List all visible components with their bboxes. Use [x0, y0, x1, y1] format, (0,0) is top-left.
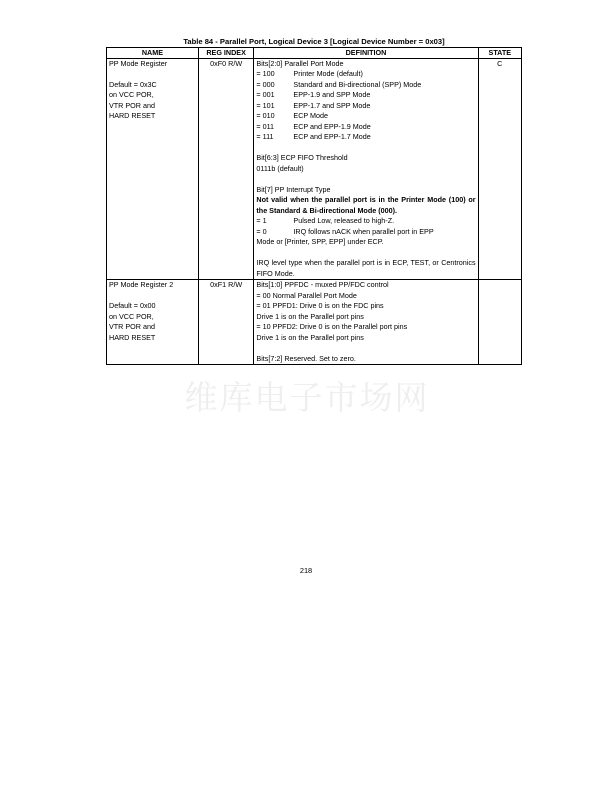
default-condition: VTR POR and: [109, 322, 155, 331]
register-name: PP Mode Register: [109, 58, 168, 68]
register-table: [106, 47, 522, 365]
mode-option: = 000 Standard and Bi-directional (SPP) Mode: [256, 79, 422, 89]
header-reg-index: REG INDEX: [198, 48, 254, 59]
default-condition: VTR POR and: [109, 100, 155, 110]
table-row: [107, 280, 522, 365]
definition-line: Bits[1:0] PPFDC - muxed PP/FDC control: [256, 280, 389, 289]
mode-option: = 111 ECP and EPP-1.7 Mode: [256, 132, 371, 141]
reg-index-cell: 0xF1 R/W: [198, 280, 254, 365]
interrupt-note: Not valid when the parallel port is in the Printer Mode (100) or the Standard & Bi-directional Mode (000).: [256, 195, 476, 215]
page-number: 218: [299, 566, 313, 575]
interrupt-option: = 1 Pulsed Low, released to high-Z.: [256, 216, 395, 225]
state-cell: C: [478, 58, 521, 280]
default-value: Default = 0x3C: [109, 79, 157, 89]
reserved-bits: Bits[7:2] Reserved. Set to zero.: [256, 353, 356, 363]
table-header-row: [107, 48, 522, 59]
mode-title: Bits[2:0] Parallel Port Mode: [256, 58, 344, 68]
default-condition: HARD RESET: [109, 111, 156, 120]
definition-line: Drive 1 is on the Parallel port pins: [256, 332, 364, 342]
definition-line: Drive 1 is on the Parallel port pins: [256, 311, 364, 321]
default-value: Default = 0x00: [109, 301, 156, 310]
default-condition: on VCC POR,: [109, 90, 154, 99]
irq-note: IRQ level type when the parallel port is in ECP, TEST, or Centronics FIFO Mode.: [256, 258, 476, 278]
definition-line: = 01 PPFD1: Drive 0 is on the FDC pins: [256, 301, 384, 310]
register-name-cell: [107, 58, 199, 280]
header-definition: DEFINITION: [254, 48, 478, 59]
definition-line: = 00 Normal Parallel Port Mode: [256, 290, 357, 300]
table-row: [107, 58, 522, 280]
register-name-cell: [107, 280, 199, 365]
default-condition: HARD RESET: [109, 332, 156, 342]
mode-option: = 010 ECP Mode: [256, 111, 329, 120]
reg-index-cell: 0xF0 R/W: [198, 58, 254, 280]
mode-option: = 011 ECP and EPP-1.9 Mode: [256, 121, 371, 131]
default-condition: on VCC POR,: [109, 311, 154, 321]
mode-option: = 100 Printer Mode (default): [256, 69, 363, 78]
definition-cell: [254, 58, 478, 280]
header-name: NAME: [107, 48, 199, 59]
interrupt-option: = 0 IRQ follows nACK when parallel port in EPP: [256, 226, 434, 236]
definition-line: = 10 PPFD2: Drive 0 is on the Parallel port pins: [256, 322, 408, 331]
watermark: 维库电子市场网: [184, 378, 430, 417]
state-cell: [478, 280, 521, 365]
interrupt-continuation: Mode or [Printer, SPP, EPP] under ECP.: [256, 237, 384, 246]
table-caption: Table 84 - Parallel Port, Logical Device 3 [Logical Device Number = 0x03]: [183, 37, 445, 46]
register-name: PP Mode Register 2: [109, 280, 174, 289]
header-state: STATE: [478, 48, 521, 59]
definition-cell: [254, 280, 478, 365]
mode-option: = 101 EPP-1.7 and SPP Mode: [256, 100, 371, 110]
interrupt-title: Bit[7] PP Interrupt Type: [256, 184, 331, 194]
mode-option: = 001 EPP-1.9 and SPP Mode: [256, 90, 371, 99]
fifo-title: Bit[6:3] ECP FIFO Threshold: [256, 153, 348, 162]
fifo-default: 0111b (default): [256, 163, 304, 173]
